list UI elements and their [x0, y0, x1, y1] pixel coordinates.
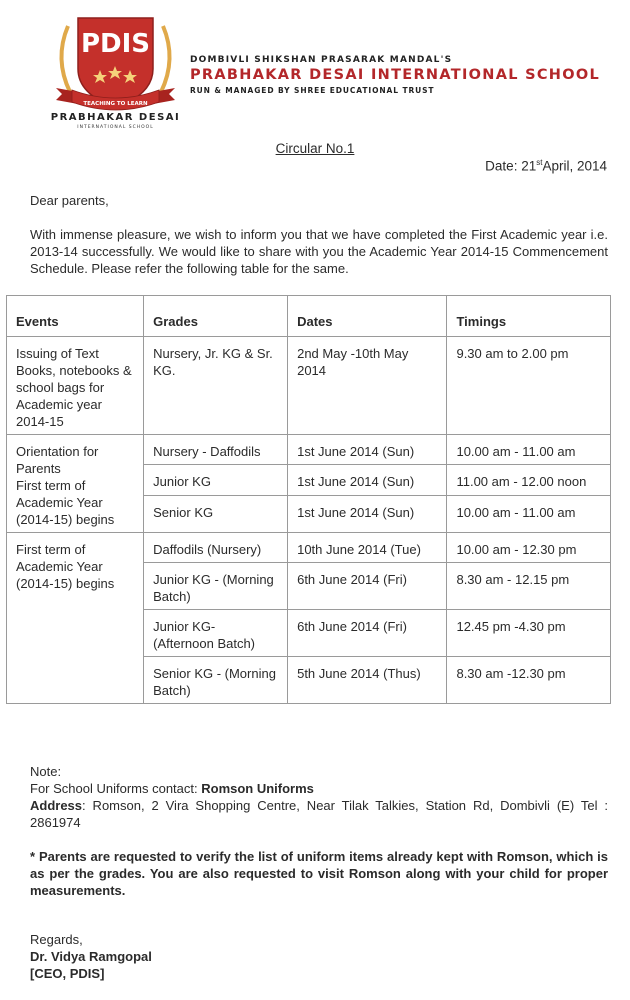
timing-cell: 10.00 am - 11.00 am	[447, 495, 611, 532]
date-cell: 1st June 2014 (Sun)	[288, 495, 447, 532]
society-name: DOMBIVLI SHIKSHAN PRASARAK MANDAL'S	[190, 55, 453, 65]
logo-subname: INTERNATIONAL SCHOOL	[77, 125, 154, 130]
wreath-right	[161, 26, 170, 92]
timing-cell: 9.30 am to 2.00 pm	[447, 337, 611, 435]
address-text: : Romson, 2 Vira Shopping Centre, Near Tilak Talkies, Station Rd, Dombivli (E) Tel : 2861974	[30, 798, 608, 830]
note-label: Note:	[30, 764, 62, 779]
date-cell: 6th June 2014 (Fri)	[288, 610, 447, 657]
circular-date	[485, 158, 607, 174]
uniform-prefix: For School Uniforms contact:	[30, 781, 202, 796]
date-cell: 1st June 2014 (Sun)	[288, 435, 447, 465]
signatory-title: [CEO, PDIS]	[30, 966, 105, 981]
event-cell: First term of Academic Year (2014-15) begins	[7, 533, 144, 704]
signoff	[30, 931, 152, 982]
timing-cell: 8.30 am -12.30 pm	[447, 657, 611, 704]
grade-cell: Daffodils (Nursery)	[144, 533, 288, 563]
grade-cell: Junior KG- (Afternoon Batch)	[144, 610, 288, 657]
logo-ribbon-text: TEACHING TO LEARN	[83, 101, 148, 107]
event-cell: Issuing of Text Books, notebooks & school bags for Academic year 2014-15	[7, 337, 144, 435]
date-sup: st	[536, 158, 543, 167]
address-label: Address	[30, 798, 83, 813]
uniform-contact	[30, 780, 608, 797]
date-cell: 1st June 2014 (Sun)	[288, 465, 447, 495]
trust-line: RUN & MANAGED BY SHREE EDUCATIONAL TRUST	[190, 86, 435, 95]
signatory-name: Dr. Vidya Ramgopal	[30, 949, 152, 964]
wreath-left	[61, 26, 70, 92]
table-row	[7, 435, 611, 465]
date-cell: 2nd May -10th May 2014	[288, 337, 447, 435]
uniform-vendor: Romson Uniforms	[201, 781, 314, 796]
grade-cell: Nursery - Daffodils	[144, 435, 288, 465]
school-name: PRABHAKAR DESAI INTERNATIONAL SCHOOL	[190, 67, 601, 83]
header-events: Events	[7, 296, 144, 337]
header-grades: Grades	[144, 296, 288, 337]
date-cell: 6th June 2014 (Fri)	[288, 563, 447, 610]
grade-cell: Junior KG - (Morning Batch)	[144, 563, 288, 610]
grade-cell: Senior KG	[144, 495, 288, 532]
notes-section	[30, 763, 608, 899]
table-header-row	[7, 296, 611, 337]
date-cell: 5th June 2014 (Thus)	[288, 657, 447, 704]
header-dates: Dates	[288, 296, 447, 337]
logo-text: PDIS	[80, 29, 151, 59]
intro-paragraph: With immense pleasure, we wish to inform you that we have completed the First Academic year i.e. 2013-14 successfully. We would like to share with you the Academic Year 2014-15 Commencement Schedule. Please refer the following table for the same.	[30, 227, 608, 276]
date-suffix: April, 2014	[542, 158, 607, 174]
school-logo	[48, 14, 183, 132]
timing-cell: 12.45 pm -4.30 pm	[447, 610, 611, 657]
logo-name: PRABHAKAR DESAI	[50, 112, 181, 123]
grade-cell: Junior KG	[144, 465, 288, 495]
timing-cell: 10.00 am - 12.30 pm	[447, 533, 611, 563]
date-prefix: Date: 21	[485, 158, 537, 174]
timing-cell: 11.00 am - 12.00 noon	[447, 465, 611, 495]
header-timings: Timings	[447, 296, 611, 337]
school-header	[190, 55, 600, 95]
circular-title: Circular No.1	[275, 141, 355, 156]
table-row	[7, 337, 611, 435]
uniform-note: * Parents are requested to verify the list of uniform items already kept with Romson, which is as per the grades. You are also requested to visit Romson along with your child for proper measurements.	[30, 849, 608, 898]
timing-cell: 10.00 am - 11.00 am	[447, 435, 611, 465]
timing-cell: 8.30 am - 12.15 pm	[447, 563, 611, 610]
schedule-table	[6, 295, 611, 704]
grade-cell: Senior KG - (Morning Batch)	[144, 657, 288, 704]
regards: Regards,	[30, 932, 83, 947]
grade-cell: Nursery, Jr. KG & Sr. KG.	[144, 337, 288, 435]
event-cell: Orientation for Parents First term of Academic Year (2014-15) begins	[7, 435, 144, 533]
address-line	[30, 797, 608, 831]
table-row	[7, 533, 611, 563]
date-cell: 10th June 2014 (Tue)	[288, 533, 447, 563]
salutation: Dear parents,	[30, 193, 109, 208]
